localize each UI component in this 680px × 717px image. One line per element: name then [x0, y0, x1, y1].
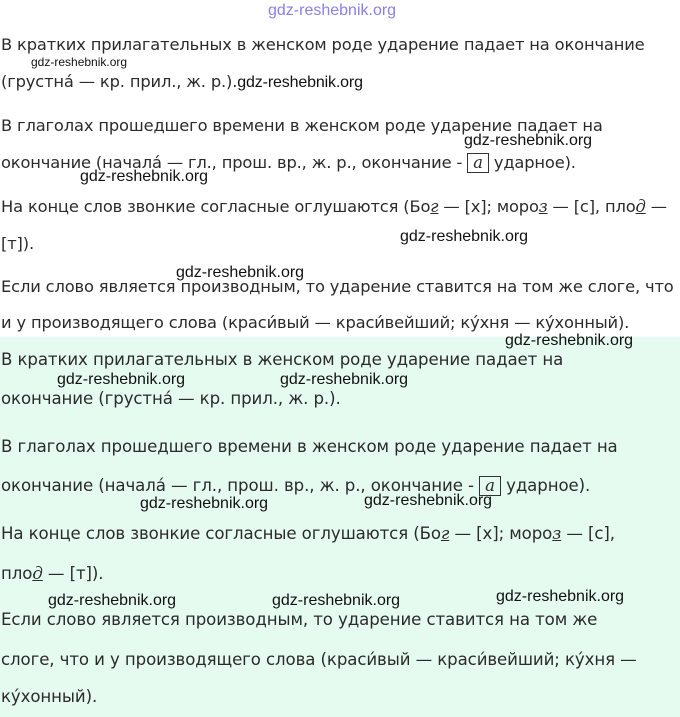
text-segment: — [с], пло [552, 197, 636, 216]
watermark: gdz-reshebnik.org [57, 371, 186, 388]
watermark: gdz-reshebnik.org [505, 332, 634, 349]
watermark: gdz-reshebnik.org [496, 588, 625, 605]
text-segment: На конце слов звонкие согласные оглушаются (Бо [1, 197, 431, 216]
p1-rule3-line1 [1, 197, 667, 216]
letter-z: з [538, 197, 548, 216]
p2-rule1-line1: В кратких прилагательных в женском роде ударение падает на [1, 350, 564, 369]
p2-rule3-line1 [1, 524, 615, 543]
watermark: gdz-reshebnik.org [237, 74, 363, 91]
letter-g: г [430, 197, 439, 216]
watermark: gdz-reshebnik.org [464, 132, 593, 149]
text-segment: — [х]; моро [454, 524, 553, 543]
p2-rule4-line1: Если слово является производным, то ударение ставится на том же [1, 610, 598, 629]
p2-rule2-line2-pre: окончание (начала́ — гл., прош. вр., ж. р., окончание - [1, 476, 474, 495]
watermark: gdz-reshebnik.org [31, 55, 128, 69]
watermark: gdz-reshebnik.org [140, 495, 269, 512]
p1-rule1-line2 [1, 72, 363, 92]
letter-d: д [32, 564, 43, 583]
p1-rule1-line1: В кратких прилагательных в женском роде ударение падает на окончание [1, 35, 645, 54]
p2-rule2-line2-post: ударное). [506, 476, 591, 495]
watermark: gdz-reshebnik.org [364, 492, 493, 509]
watermark: gdz-reshebnik.org [176, 264, 305, 281]
p1-rule4-line1: Если слово является производным, то ударение ставится на том же слоге, что [1, 277, 674, 296]
p1-rule1-line2-text: (грустна́ — кр. прил., ж. р.). [1, 72, 238, 91]
p2-rule4-line2: слоге, что и у производящего слова (краси́вый — краси́вейший; ку́хня — [1, 650, 637, 669]
boxed-ending: а [467, 153, 489, 173]
text-segment: — [с], [566, 524, 615, 543]
watermark: gdz-reshebnik.org [80, 168, 209, 185]
p1-rule4-line2: и у производящего слова (краси́вый — краси́вейший; ку́хня — ку́хонный). [1, 313, 630, 332]
p2-rule3-line2 [1, 564, 103, 583]
p1-rule2-line2-post: ударное). [493, 153, 576, 172]
p2-rule2-line1: В глаголах прошедшего времени в женском роде ударение падает на [1, 437, 618, 456]
p1-rule3-line2: [т]). [1, 234, 34, 253]
watermark-top: gdz-reshebnik.org [268, 2, 397, 19]
letter-d: д [635, 197, 646, 216]
text-segment: — [650, 197, 667, 216]
text-segment: — [т]). [47, 564, 104, 583]
p2-rule2-line2 [1, 476, 590, 496]
text-segment: — [х]; моро [443, 197, 539, 216]
letter-g: г [440, 524, 450, 543]
boxed-ending: а [479, 476, 501, 496]
watermark: gdz-reshebnik.org [280, 371, 409, 388]
watermark: gdz-reshebnik.org [272, 592, 401, 609]
p2-rule1-line2: окончание (грустна́ — кр. прил., ж. р.). [1, 389, 341, 408]
p1-rule2-line1: В глаголах прошедшего времени в женском роде ударение падает на [1, 116, 603, 135]
watermark: gdz-reshebnik.org [400, 228, 529, 245]
p1-rule2-line2-pre: окончание (начала́ — гл., прош. вр., ж. р., окончание - [1, 153, 463, 172]
text-segment: На конце слов звонкие согласные оглушаются (Бо [1, 524, 441, 543]
text-segment: пло [1, 564, 33, 583]
letter-z: з [552, 524, 562, 543]
watermark: gdz-reshebnik.org [48, 592, 177, 609]
p2-rule4-line3: ку́хонный). [1, 687, 98, 706]
